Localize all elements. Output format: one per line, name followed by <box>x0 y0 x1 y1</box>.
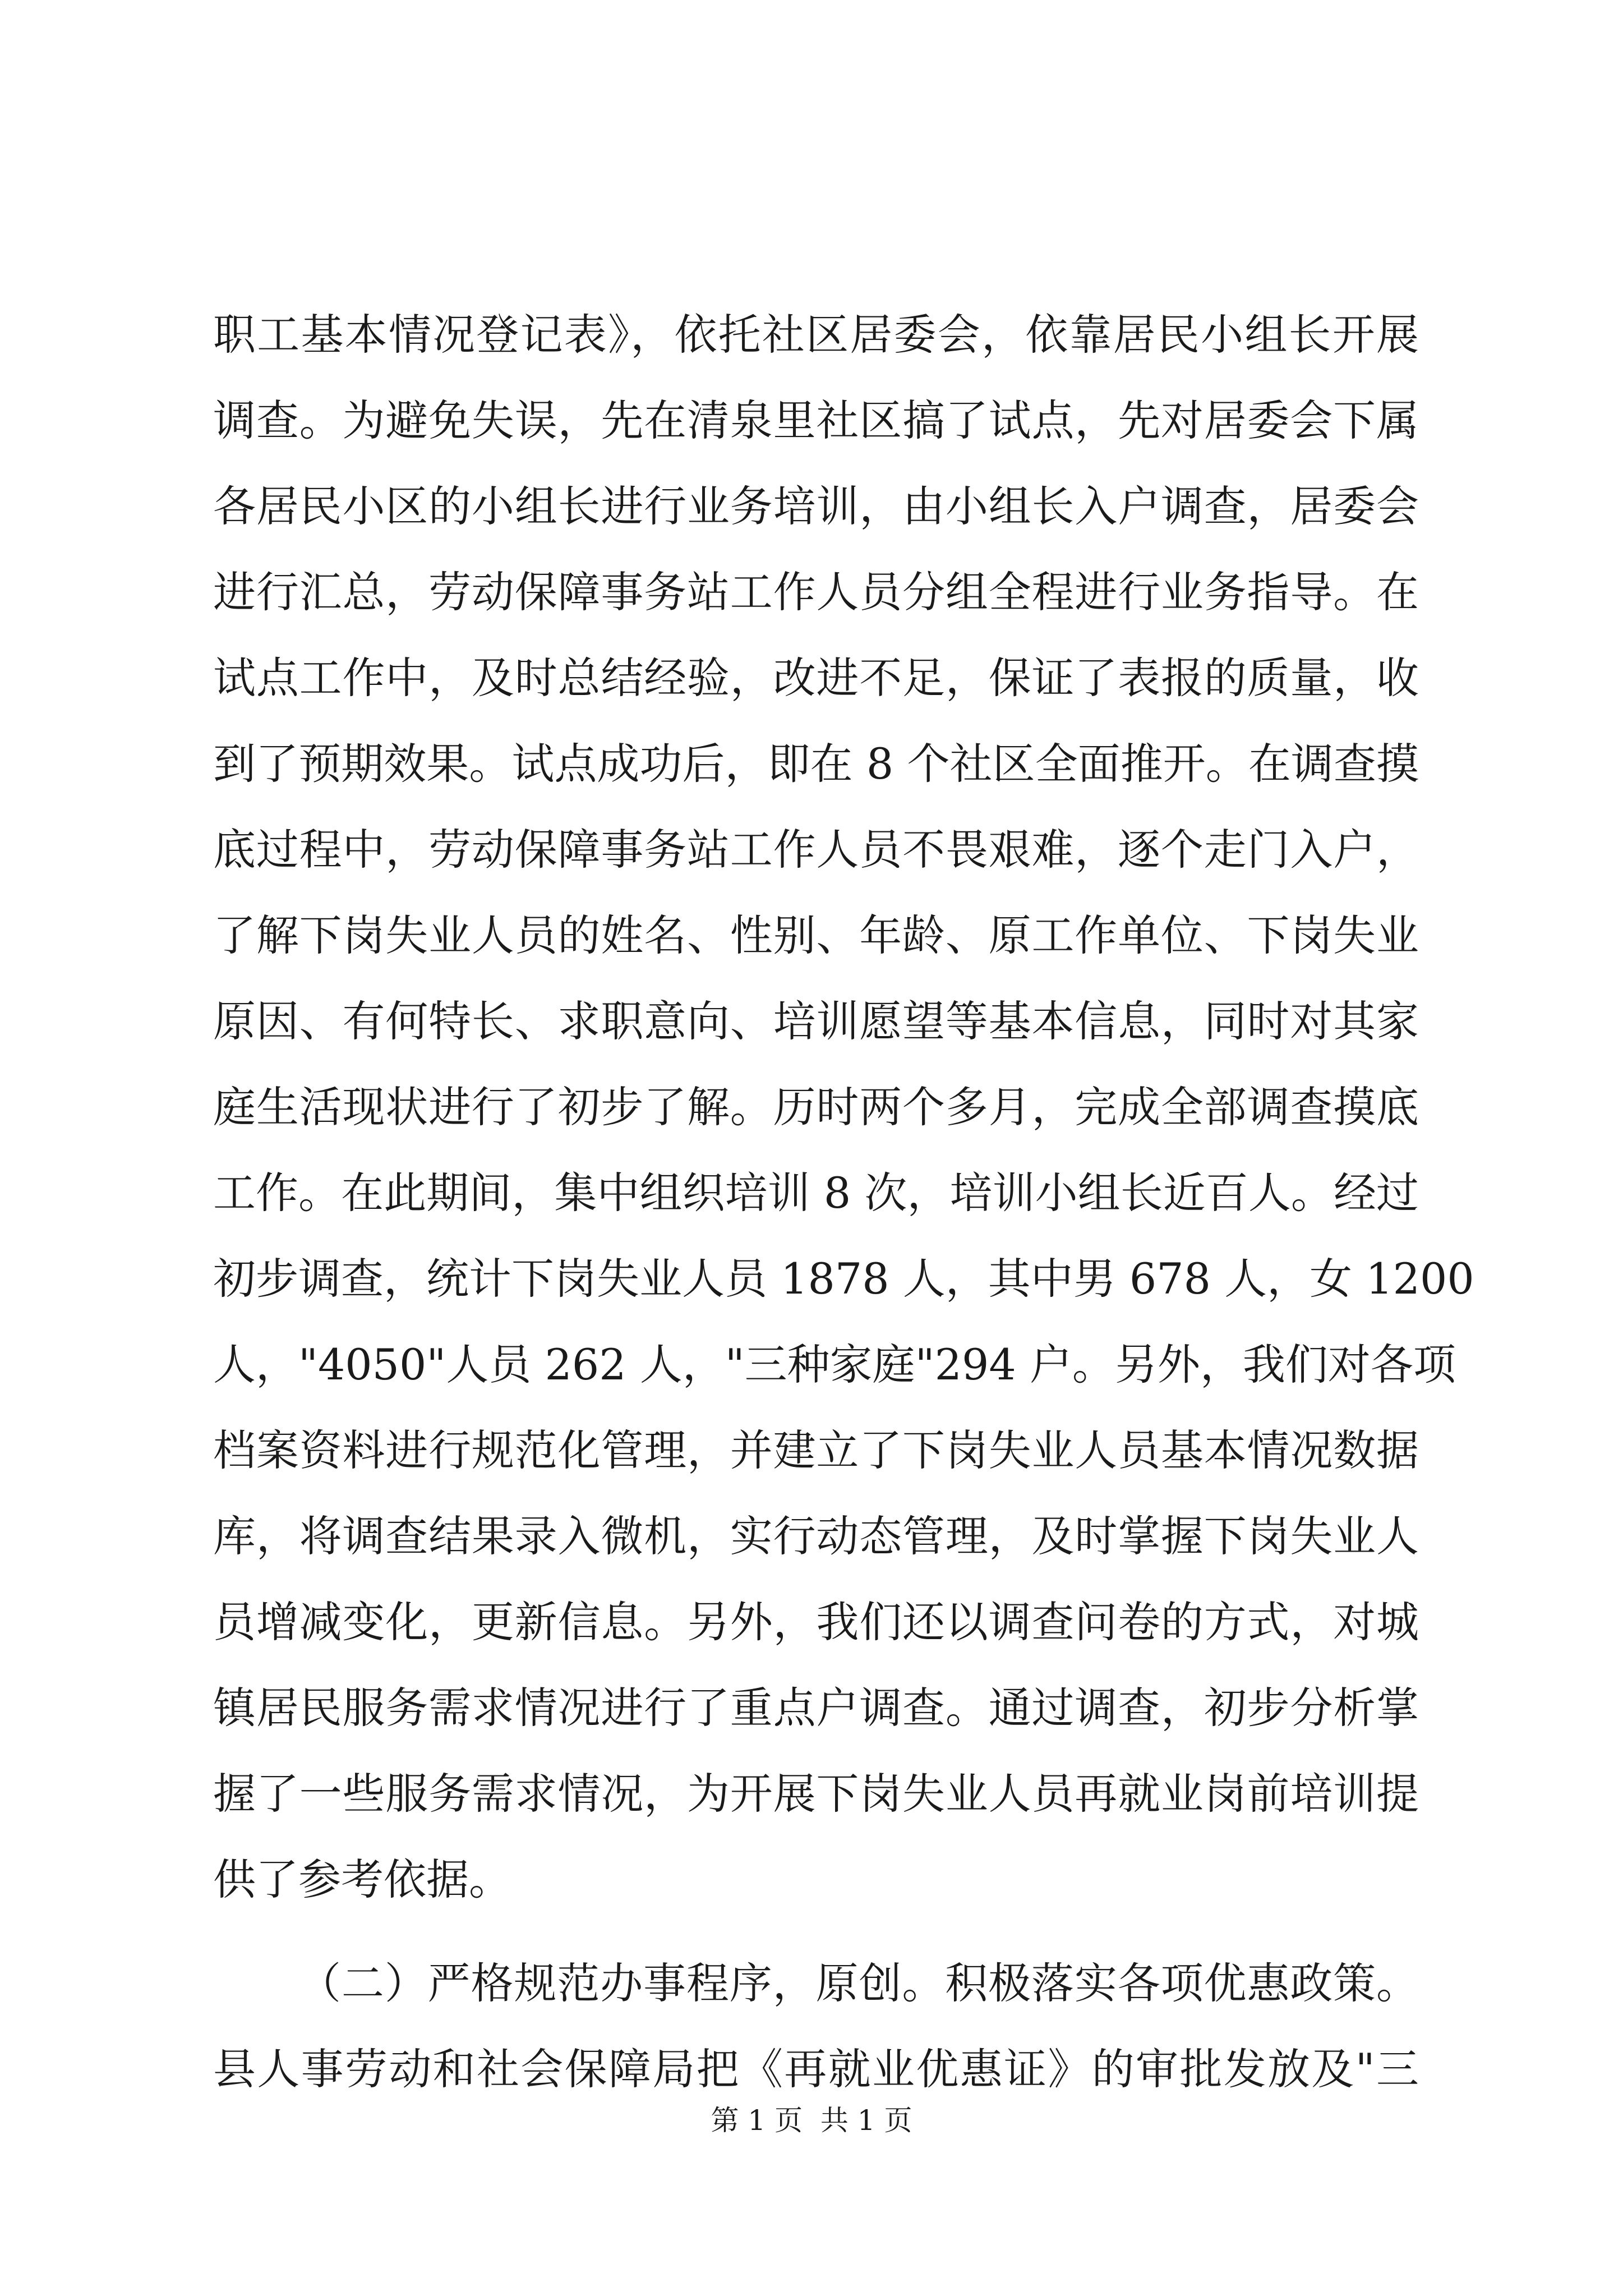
text-line: （二）严格规范办事程序，原创。积极落实各项优惠政策。 <box>298 1958 1419 2008</box>
paragraph-spacer <box>213 1922 1419 1940</box>
text-line: 试点工作中，及时总结经验，改进不足，保证了表报的质量，收 <box>213 653 1419 703</box>
text-line: 员增减变化，更新信息。另外，我们还以调查问卷的方式，对城 <box>213 1597 1419 1647</box>
text-line: 县人事劳动和社会保障局把《再就业优惠证》的审批发放及"三 <box>213 2044 1419 2094</box>
text-line: 到了预期效果。试点成功后，即在 8 个社区全面推开。在调查摸 <box>213 739 1419 789</box>
text-line: 供了参考依据。 <box>213 1855 511 1904</box>
document-body <box>213 292 1474 2112</box>
paragraph-2 <box>213 1940 1419 2112</box>
text-line: 职工基本情况登记表》，依托社区居委会，依靠居民小组长开展 <box>213 310 1419 360</box>
text-line: 人，"4050"人员 262 人，"三种家庭"294 户。另外，我们对各项 <box>213 1340 1456 1389</box>
page-footer: 第 1 页 共 1 页 <box>711 2104 912 2137</box>
text-line: 各居民小区的小组长进行业务培训，由小组长入户调查，居委会 <box>213 481 1419 531</box>
text-line: 调查。为避免失误，先在清泉里社区搞了试点，先对居委会下属 <box>213 395 1419 445</box>
text-line: 庭生活现状进行了初步了解。历时两个多月，完成全部调查摸底 <box>213 1082 1419 1132</box>
text-line: 进行汇总，劳动保障事务站工作人员分组全程进行业务指导。在 <box>213 567 1419 617</box>
text-line: 档案资料进行规范化管理，并建立了下岗失业人员基本情况数据 <box>213 1425 1419 1475</box>
paragraph-1 <box>213 292 1474 1922</box>
text-line: 工作。在此期间，集中组织培训 8 次，培训小组长近百人。经过 <box>213 1168 1419 1218</box>
text-line: 库，将调查结果录入微机，实行动态管理，及时掌握下岗失业人 <box>213 1511 1419 1561</box>
text-line: 原因、有何特长、求职意向、培训愿望等基本信息，同时对其家 <box>213 996 1419 1046</box>
text-line: 了解下岗失业人员的姓名、性别、年龄、原工作单位、下岗失业 <box>213 910 1419 960</box>
text-line: 底过程中，劳动保障事务站工作人员不畏艰难，逐个走门入户， <box>213 825 1419 875</box>
text-line: 镇居民服务需求情况进行了重点户调查。通过调查，初步分析掌 <box>213 1683 1419 1733</box>
text-line: 初步调查，统计下岗失业人员 1878 人，其中男 678 人，女 1200 <box>213 1254 1474 1304</box>
text-line: 握了一些服务需求情况，为开展下岗失业人员再就业岗前培训提 <box>213 1769 1419 1819</box>
